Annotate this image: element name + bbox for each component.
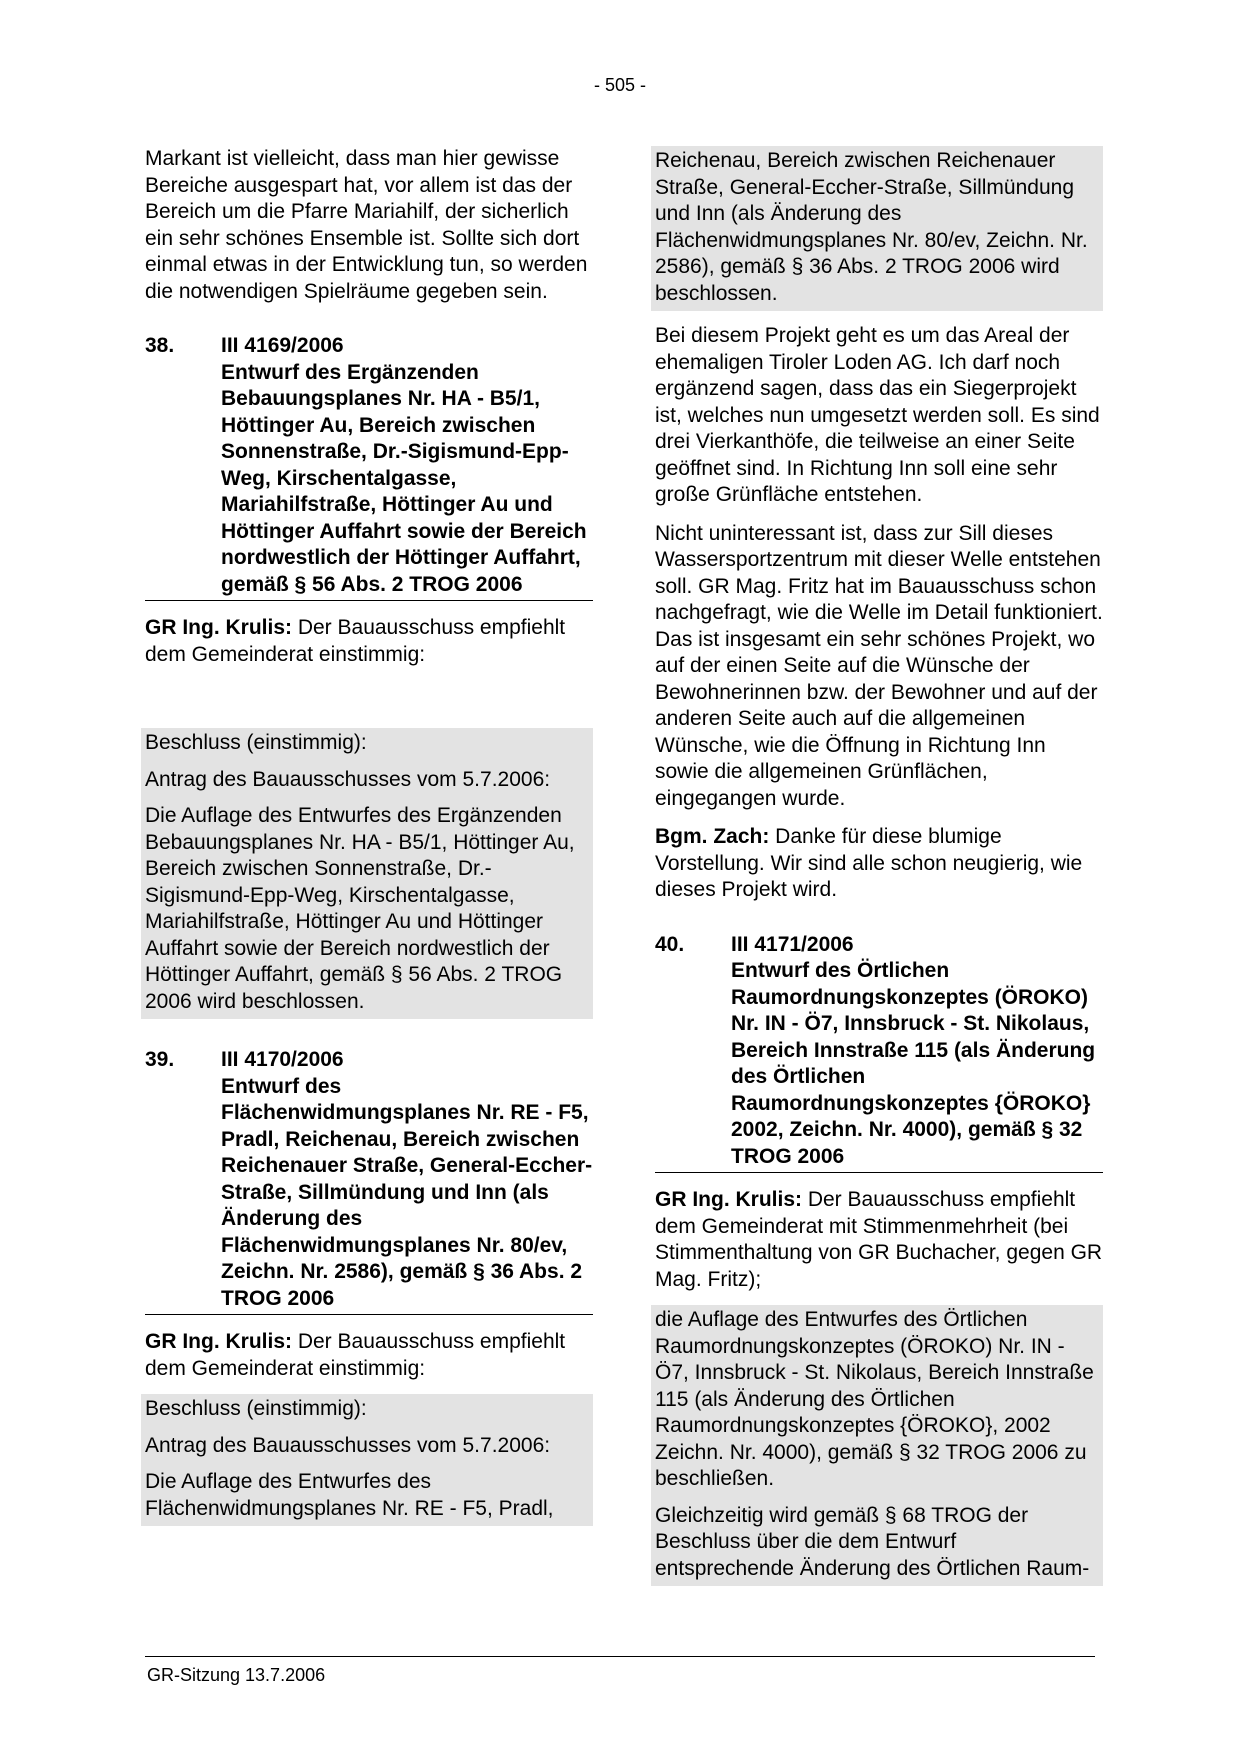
- footer: GR-Sitzung 13.7.2006: [147, 1665, 326, 1685]
- intro-paragraph: Markant ist vielleicht, dass man hier gewisse Bereiche ausgespart hat, vor allem ist das der Bereich um die Pfarre Mariahilf, der sicherlich ein sehr schönes Ensemble ist. Sollte sich dort einmal etwas in der Entwicklung tun, so werden die notwendigen Spielräume gegeben sein.: [145, 147, 588, 303]
- resolution-box: [141, 728, 593, 1019]
- speaker-name: GR Ing. Krulis:: [145, 616, 292, 639]
- left-column: [145, 146, 593, 1538]
- item-number: 40.: [655, 932, 685, 956]
- motion-label: Antrag des Bauausschusses vom 5.7.2006:: [145, 767, 551, 791]
- item-number: 39.: [145, 1048, 175, 1071]
- item-heading: [221, 333, 593, 598]
- agenda-item-39: [145, 1047, 593, 1312]
- resolution-text: Gleichzeitig wird gemäß § 68 TROG der Beschluss über die dem Entwurf entsprechende Änderung des Örtlichen Raum-: [655, 1503, 1090, 1580]
- resolution-box-continued: [651, 146, 1103, 311]
- item-heading: [731, 932, 1103, 1171]
- resolution-text: die Auflage des Entwurfes des Örtlichen Raumordnungskonzeptes (ÖROKO) Nr. IN - Ö7, Innsbruck - St. Nikolaus, Bereich Innstraße 115 (als Änderung des Örtlichen Raumordnungskonzeptes {ÖROKO}, 2002 Zeichn. Nr. 4000), gemäß § 32 TROG 2006 zu beschließen.: [655, 1308, 1094, 1490]
- speaker-name: Bgm. Zach:: [655, 825, 770, 848]
- resolution-box: [141, 1394, 593, 1526]
- item-reference: III 4171/2006: [731, 932, 854, 956]
- divider: [655, 1172, 1103, 1173]
- resolution-text: Die Auflage des Entwurfes des Ergänzenden Bebauungsplanes Nr. HA - B5/1, Höttinger Au, Bereich zwischen Sonnenstraße, Dr.-Sigismund-Epp-Weg, Kirschentalgasse, Mariahilfstraße, Höttinger Au und Höttinger Auffahrt sowie der Bereich nordwestlich der Höttinger Auffahrt, gemäß § 56 Abs. 2 TROG 2006 wird beschlossen.: [145, 804, 575, 1013]
- agenda-item-40: [655, 932, 1103, 1171]
- statement-text: Danke für diese blumige Vorstellung. Wir sind alle schon neugierig, wie dieses Projekt wird.: [655, 825, 1083, 901]
- item-heading: [221, 1047, 593, 1312]
- right-column: [655, 146, 1103, 1598]
- statement-text: Der Bauausschuss empfiehlt dem Gemeinderat einstimmig:: [145, 1330, 566, 1380]
- paragraph: Bei diesem Projekt geht es um das Areal der ehemaligen Tiroler Loden AG. Ich darf noch ergänzend sagen, dass das ein Siegerprojekt ist, welches nun umgesetzt werden soll. Es sind drei Vierkanthöfe, die teilweise an einer Seite geöffnet sind. In Richtung Inn soll eine sehr große Grünfläche entstehen.: [655, 324, 1100, 506]
- item-reference: III 4170/2006: [221, 1048, 344, 1071]
- speaker-statement: [655, 824, 1103, 904]
- paragraph: Nicht uninteressant ist, dass zur Sill dieses Wassersportzentrum mit dieser Welle entstehen soll. GR Mag. Fritz hat im Bauausschuss schon nachgefragt, wie die Welle im Detail funktioniert. Das ist insgesamt ein sehr schönes Projekt, wo auf der einen Seite auf die Wünsche der Bewohnerinnen bzw. der Bewohner und auf der anderen Seite auch auf die allgemeinen Wünsche, wie die Öffnung in Richtung Inn sowie die allgemeinen Grünflächen, eingegangen wurde.: [655, 521, 1103, 810]
- speaker-name: GR Ing. Krulis:: [145, 1330, 292, 1353]
- resolution-text-continued: Reichenau, Bereich zwischen Reichenauer Straße, General-Eccher-Straße, Sillmündung und Inn (als Änderung des Flächenwidmungsplanes Nr. 80/ev, Zeichn. Nr. 2586), gemäß § 36 Abs. 2 TROG 2006 wird beschlossen.: [655, 149, 1088, 305]
- divider: [145, 1314, 593, 1315]
- footer-divider: [145, 1656, 1095, 1657]
- divider: [145, 600, 593, 601]
- item-reference: III 4169/2006: [221, 334, 344, 357]
- resolution-label: Beschluss (einstimmig):: [145, 731, 367, 754]
- item-title: Entwurf des Flächenwidmungsplanes Nr. RE - F5, Pradl, Reichenau, Bereich zwischen Reichenauer Straße, General-Eccher-Straße, Sillmündung und Inn (als Änderung des Flächenwidmungsplanes Nr. 80/ev, Zeichn. Nr. 2586), gemäß § 36 Abs. 2 TROG 2006: [221, 1074, 593, 1310]
- speaker-statement: [145, 615, 593, 668]
- speaker-statement: [655, 1187, 1103, 1293]
- speaker-statement: [145, 1329, 593, 1382]
- page-number: - 505 -: [593, 75, 647, 95]
- item-title: Entwurf des Ergänzenden Bebauungsplanes Nr. HA - B5/1, Höttinger Au, Bereich zwischen Sonnenstraße, Dr.-Sigismund-Epp-Weg, Kirschentalgasse, Mariahilfstraße, Höttinger Au und Höttinger Auffahrt sowie der Bereich nordwestlich der Höttinger Auffahrt, gemäß § 56 Abs. 2 TROG 2006: [221, 360, 587, 596]
- resolution-box: [651, 1305, 1103, 1586]
- agenda-item-38: [145, 333, 593, 598]
- speaker-name: GR Ing. Krulis:: [655, 1188, 802, 1211]
- motion-label: Antrag des Bauausschusses vom 5.7.2006:: [145, 1433, 551, 1457]
- statement-text: Der Bauausschuss empfiehlt dem Gemeinderat einstimmig:: [145, 616, 566, 666]
- statement-text: Der Bauausschuss empfiehlt dem Gemeinderat mit Stimmenmehrheit (bei Stimmenthaltung von GR Buchacher, gegen GR Mag. Fritz);: [655, 1188, 1103, 1291]
- resolution-label: Beschluss (einstimmig):: [145, 1397, 367, 1420]
- item-number: 38.: [145, 334, 175, 357]
- item-title: Entwurf des Örtlichen Raumordnungskonzeptes (ÖROKO) Nr. IN - Ö7, Innsbruck - St. Nikolaus, Bereich Innstraße 115 (als Änderung des Örtlichen Raumordnungskonzeptes {ÖROKO} 2002, Zeichn. Nr. 4000), gemäß § 32 TROG 2006: [731, 959, 1096, 1168]
- resolution-text: Die Auflage des Entwurfes des Flächenwidmungsplanes Nr. RE - F5, Pradl,: [145, 1470, 554, 1520]
